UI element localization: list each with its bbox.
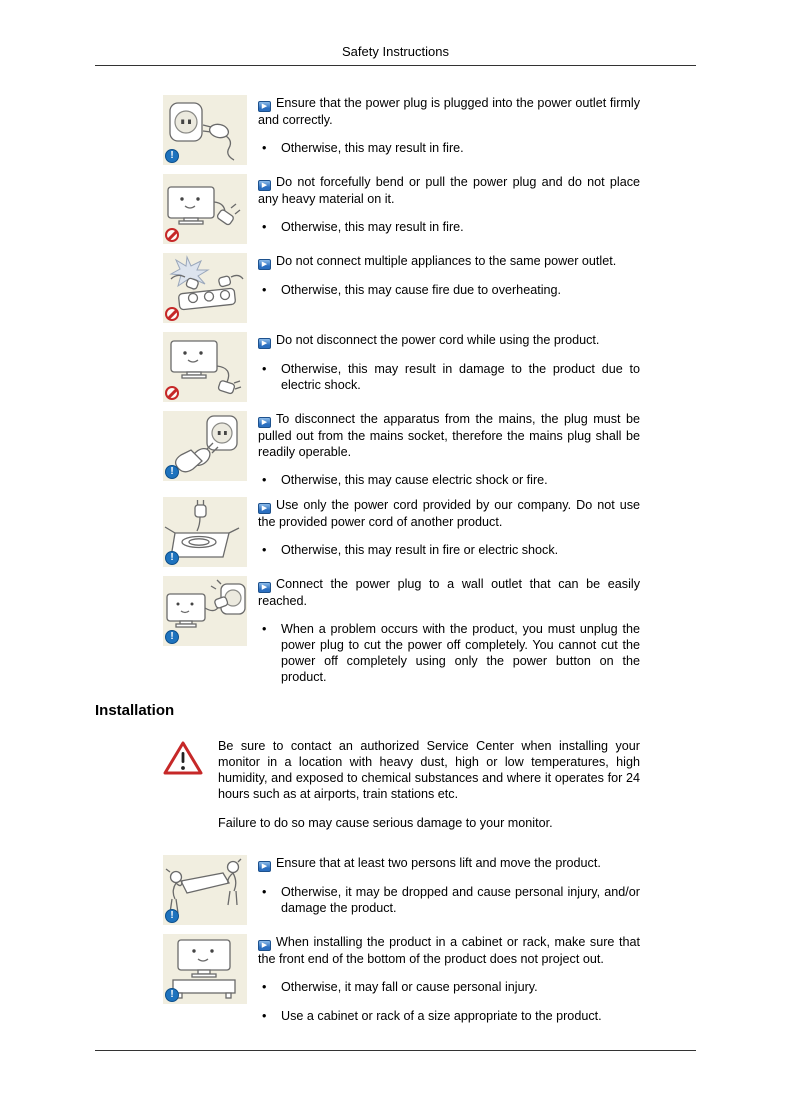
safety-item xyxy=(163,174,696,244)
monitor-power-cord-illustration xyxy=(163,332,247,402)
bullet-marker: • xyxy=(262,220,267,234)
bullet-item xyxy=(262,979,640,995)
note-arrow-icon: ▶ xyxy=(258,259,271,270)
note-arrow-icon: ▶ xyxy=(258,503,271,514)
prohibition-badge-icon xyxy=(165,307,179,321)
bullet-text: Use a cabinet or rack of a size appropriate to the product. xyxy=(281,1009,602,1023)
bullet-item xyxy=(262,472,640,488)
bullet-text: Otherwise, this may cause electric shock or fire. xyxy=(281,473,548,487)
instruction-text: Do not connect multiple appliances to the same power outlet. xyxy=(276,254,617,268)
note-arrow-icon: ▶ xyxy=(258,582,271,593)
safety-item xyxy=(163,332,696,402)
installation-item xyxy=(163,934,696,1024)
bullet-marker: • xyxy=(262,283,267,297)
safety-item xyxy=(163,95,696,165)
page-content xyxy=(0,66,791,1024)
bullet-text: Otherwise, this may result in fire or electric shock. xyxy=(281,543,559,557)
warning-triangle-icon xyxy=(163,740,203,777)
note-arrow-icon: ▶ xyxy=(258,861,271,872)
installation-heading: Installation xyxy=(95,702,175,719)
bullet-item xyxy=(262,361,640,393)
info-badge-icon: ! xyxy=(165,630,179,644)
bullet-text: Otherwise, this may result in damage to the product due to electric shock. xyxy=(281,362,640,392)
installation-item xyxy=(163,855,696,925)
info-badge-icon: ! xyxy=(165,909,179,923)
power-cord-in-box-illustration xyxy=(163,497,247,567)
bullet-text: When a problem occurs with the product, you must unplug the power plug to cut the power off completely. You cannot cut the power off completely using only the power button on the product. xyxy=(281,622,640,684)
bullet-item xyxy=(262,282,640,298)
installation-warning xyxy=(163,738,696,831)
bullet-marker: • xyxy=(262,1009,267,1023)
note-arrow-icon: ▶ xyxy=(258,180,271,191)
instruction-text: Use only the power cord provided by our company. Do not use the provided power cord of another product. xyxy=(258,498,640,529)
safety-items-list xyxy=(95,95,696,685)
info-badge-icon: ! xyxy=(165,149,179,163)
power-plug-into-outlet-illustration xyxy=(163,95,247,165)
bullet-text: Otherwise, this may cause fire due to overheating. xyxy=(281,283,562,297)
bullet-marker: • xyxy=(262,473,267,487)
bullet-marker: • xyxy=(262,980,267,994)
safety-item xyxy=(163,411,696,488)
monitor-on-cabinet-illustration xyxy=(163,934,247,1004)
note-arrow-icon: ▶ xyxy=(258,940,271,951)
monitor-wall-outlet-illustration xyxy=(163,576,247,646)
bullet-marker: • xyxy=(262,885,267,899)
two-persons-lifting-illustration xyxy=(163,855,247,925)
instruction-text: Do not forcefully bend or pull the power plug and do not place any heavy material on it. xyxy=(258,175,640,206)
instruction-text: To disconnect the apparatus from the mains, the plug must be pulled out from the mains socket, therefore the mains plug shall be readily operable. xyxy=(258,412,640,459)
monitor-bent-power-plug-illustration xyxy=(163,174,247,244)
bullet-item xyxy=(262,621,640,685)
bullet-text: Otherwise, this may result in fire. xyxy=(281,220,464,234)
prohibition-badge-icon xyxy=(165,386,179,400)
note-arrow-icon: ▶ xyxy=(258,101,271,112)
info-badge-icon: ! xyxy=(165,465,179,479)
page-header xyxy=(0,0,791,66)
safety-item xyxy=(163,253,696,323)
safety-item xyxy=(163,497,696,567)
bullet-item xyxy=(262,542,640,558)
bullet-marker: • xyxy=(262,543,267,557)
instruction-text: Ensure that at least two persons lift and move the product. xyxy=(276,856,601,870)
bullet-item xyxy=(262,1008,640,1024)
warning-paragraph: Be sure to contact an authorized Service Center when installing your monitor in a location with heavy dust, high or low temperatures, high humidity, and exposed to chemical substances and where it operates for 24 hours such as at airports, train stations etc. xyxy=(218,739,640,801)
overloaded-power-strip-illustration xyxy=(163,253,247,323)
instruction-text: When installing the product in a cabinet or rack, make sure that the front end of the bottom of the product does not project out. xyxy=(258,935,640,966)
bullet-item xyxy=(262,219,640,235)
bullet-item xyxy=(262,140,640,156)
bullet-text: Otherwise, this may result in fire. xyxy=(281,141,464,155)
bullet-marker: • xyxy=(262,141,267,155)
info-badge-icon: ! xyxy=(165,551,179,565)
instruction-text: Connect the power plug to a wall outlet that can be easily reached. xyxy=(258,577,640,608)
safety-item xyxy=(163,576,696,685)
bullet-marker: • xyxy=(262,362,267,376)
page-title: Safety Instructions xyxy=(342,44,449,59)
instruction-text: Ensure that the power plug is plugged into the power outlet firmly and correctly. xyxy=(258,96,640,127)
bullet-marker: • xyxy=(262,622,267,636)
info-badge-icon: ! xyxy=(165,988,179,1002)
footer-rule xyxy=(95,1050,696,1051)
note-arrow-icon: ▶ xyxy=(258,338,271,349)
prohibition-badge-icon xyxy=(165,228,179,242)
note-arrow-icon: ▶ xyxy=(258,417,271,428)
hand-pulling-plug-illustration xyxy=(163,411,247,481)
instruction-text: Do not disconnect the power cord while using the product. xyxy=(276,333,600,347)
bullet-item xyxy=(262,884,640,916)
bullet-text: Otherwise, it may fall or cause personal injury. xyxy=(281,980,538,994)
bullet-text: Otherwise, it may be dropped and cause personal injury, and/or damage the product. xyxy=(281,885,640,915)
warning-paragraph: Failure to do so may cause serious damage to your monitor. xyxy=(218,816,553,830)
